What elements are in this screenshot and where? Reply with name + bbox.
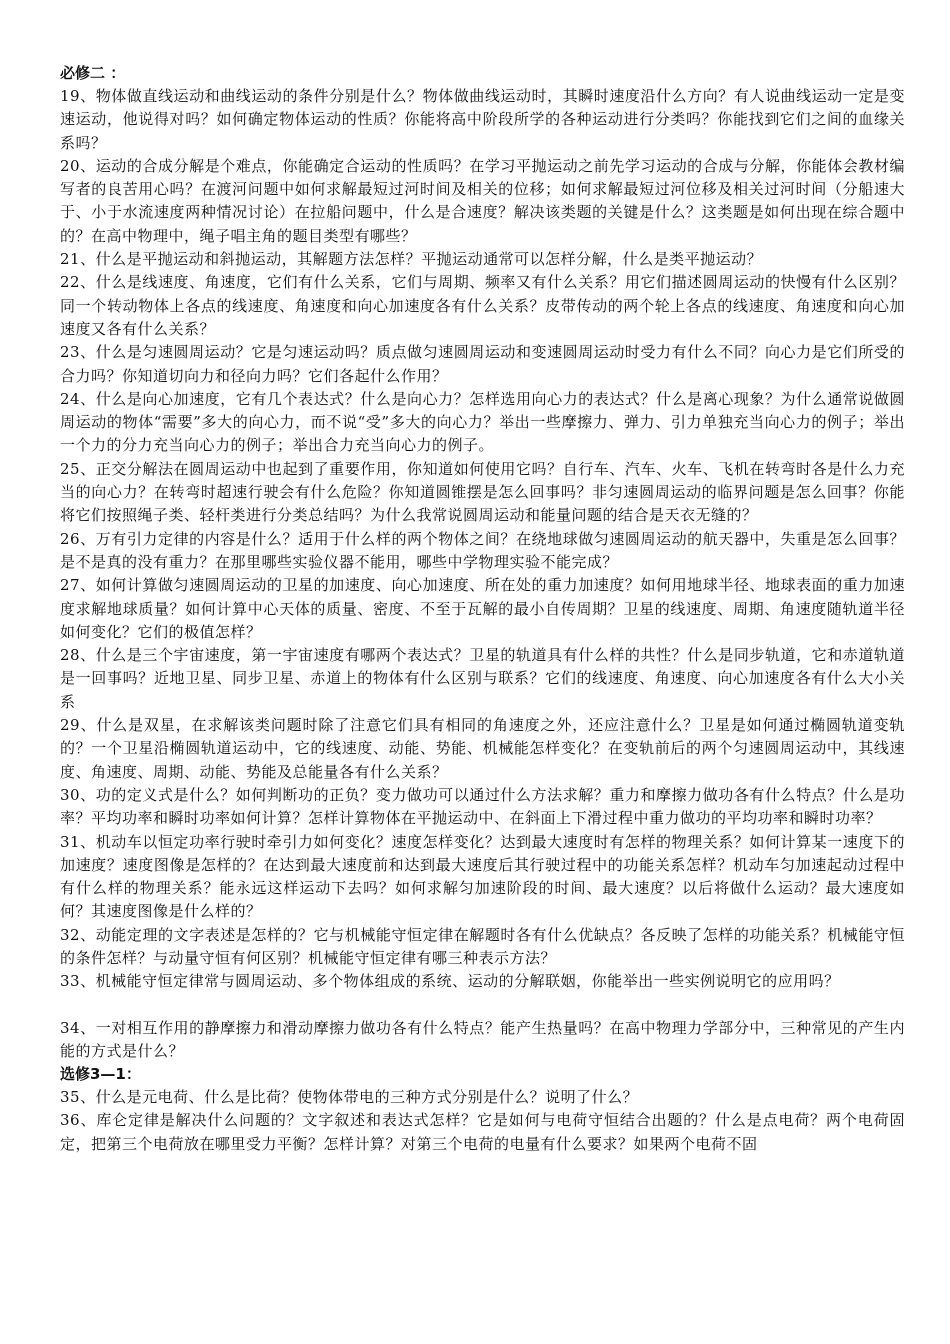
question-35: 35、什么是元电荷、什么是比荷？使物体带电的三种方式分别是什么？说明了什么？ [60,1088,639,1107]
blank-line [60,994,905,1017]
question-36: 36、库仑定律是解决什么问题的？文字叙述和表达式怎样？它是如何与电荷守恒结合出题的？什么是点电荷？两个电荷固定，把第三个电荷放在哪里受力平衡？怎样计算？对第三个电荷的电量有什么要求？如果两个电荷不固 [60,1111,905,1153]
section-heading-elective-3-1: 选修3—1： [60,1065,141,1084]
question-25: 25、正交分解法在圆周运动中也起到了重要作用，你知道如何使用它吗？自行车、汽车、火车、飞机在转弯时各是什么力充当的向心力？在转弯时超速行驶会有什么危险？你知道圆锥摆是怎么回事吗？非匀速圆周运动的临界问题是怎么回事？你能将它们按照绳子类、轻杆类进行分类总结吗？为什么我常说圆周运动和能量问题的结合是天衣无缝的？ [60,459,905,525]
question-28: 28、什么是三个宇宙速度，第一宇宙速度有哪两个表达式？卫星的轨道具有什么样的共性？什么是同步轨道，它和赤道轨道是一回事吗？近地卫星、同步卫星、赤道上的物体有什么区别与联系？它们的线速度、角速度、向心加速度各有什么大小关系 [60,646,905,711]
question-31: 31、机动车以恒定功率行驶时牵引力如何变化？速度怎样变化？达到最大速度时有怎样的物理关系？如何计算某一速度下的加速度？速度图像是怎样的？在达到最大速度前和达到最大速度后其行驶过程中的功能关系怎样？机动车匀加速起动过程中有什么样的物理关系？能永远这样运动下去吗？如何求解匀加速阶段的时间、最大速度？以后将做什么运动？最大速度如何？其速度图像是什么样的？ [60,832,905,921]
question-29: 29、什么是双星，在求解该类问题时除了注意它们具有相同的角速度之外，还应注意什么？卫星是如何通过椭圆轨道变轨的？一个卫星沿椭圆轨道运动中，它的线速度、动能、势能、机械能怎样变化？在变轨前后的两个匀速圆周运动中，其线速度、角速度、周期、动能、势能及总能量各有什么关系？ [60,716,905,781]
question-33: 33、机械能守恒定律常与圆周运动、多个物体组成的系统、运动的分解联姻，你能举出一些实例说明它的应用吗？ [60,972,840,991]
question-27: 27、如何计算做匀速圆周运动的卫星的加速度、向心加速度、所在处的重力加速度？如何用地球半径、地球表面的重力加速度求解地球质量？如何计算中心天体的质量、密度、不至于瓦解的最小自传周期？卫星的线速度、周期、角速度随轨道半径如何变化？它们的极值怎样？ [60,576,905,641]
question-34: 34、一对相互作用的静摩擦力和滑动摩擦力做功各有什么特点？能产生热量吗？在高中物理力学部分中，三种常见的产生内能的方式是什么？ [60,1018,905,1060]
question-24: 24、什么是向心加速度，它有几个表达式？什么是向心力？怎样选用向心力的表达式？什么是离心现象？为什么通常说做圆周运动的物体“需要”多大的向心力，而不说“受”多大的向心力？举出一些摩擦力、弹力、引力单独充当向心力的例子；举出一个力的分力充当向心力的例子；举出合力充当向心力的例子。 [60,389,905,455]
question-26: 26、万有引力定律的内容是什么？适用于什么样的两个物体之间？在绕地球做匀速圆周运动的航天器中，失重是怎么回事？是不是真的没有重力？在那里哪些实验仪器不能用，哪些中学物理实验不能完成？ [60,529,905,571]
section-heading-compulsory-2: 必修二 ： [60,64,126,82]
question-21: 21、什么是平抛运动和斜抛运动，其解题方法怎样？平抛运动通常可以怎样分解，什么是类平抛运动？ [60,250,763,269]
question-22: 22、什么是线速度、角速度，它们有什么关系，它们与周期、频率又有什么关系？用它们描述圆周运动的快慢有什么区别？同一个转动物体上各点的线速度、角速度和向心加速度各有什么关系？皮带传动的两个轮上各点的线速度、角速度和向心加速度又各有什么关系？ [60,273,905,338]
question-30: 30、功的定义式是什么？如何判断功的正负？变力做功可以通过什么方法求解？重力和摩擦力做功各有什么特点？什么是功率？平均功率和瞬时功率如何计算？怎样计算物体在平抛运动中、在斜面上下滑过程中重力做功的平均功率和瞬时功率？ [60,785,905,828]
question-19: 19、物体做直线运动和曲线运动的条件分别是什么？物体做曲线运动时，其瞬时速度沿什么方向？有人说曲线运动一定是变速运动，他说得对吗？如何确定物体运动的性质？你能将高中阶段所学的各种运动进行分类吗？你能找到它们之间的血缘关系吗？ [60,87,905,152]
document-page [60,62,905,1156]
question-23: 23、什么是匀速圆周运动？它是匀速运动吗？质点做匀速圆周运动和变速圆周运动时受力有什么不同？向心力是它们所受的合力吗？你知道切向力和径向力吗？它们各起什么作用？ [60,343,905,385]
question-32: 32、动能定理的文字表述是怎样的？它与机械能守恒定律在解题时各有什么优缺点？各反映了怎样的功能关系？机械能守恒的条件怎样？与动量守恒有何区别？机械能守恒定律有哪三种表示方法？ [60,925,905,967]
question-20: 20、运动的合成分解是个难点，你能确定合运动的性质吗？在学习平抛运动之前先学习运动的合成与分解，你能体会教材编写者的良苦用心吗？在渡河问题中如何求解最短过河时间及相关的位移；如何求解最短过河位移及相关过河时间（分船速大于、小于水流速度两种情况讨论）在拉船问题中，什么是合速度？解决该类题的关键是什么？这类题是如何出现在综合题中的？在高中物理中，绳子唱主角的题目类型有哪些？ [60,156,905,245]
